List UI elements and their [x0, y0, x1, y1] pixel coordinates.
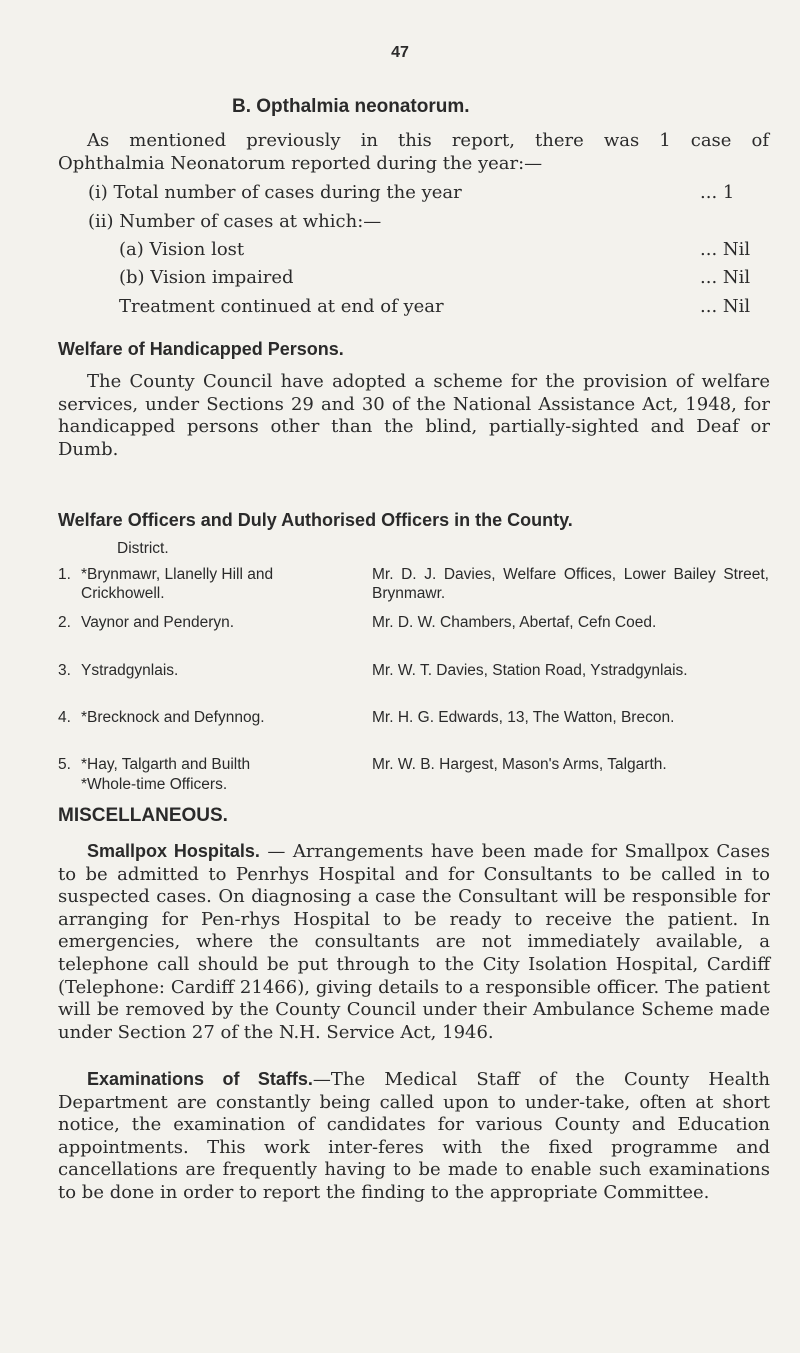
row-number: 3. — [58, 662, 71, 679]
item-label: (i) Total number of cases during the year — [88, 182, 462, 203]
item-value: ... Nil — [700, 267, 751, 288]
section-b-title: B. Opthalmia neonatorum. — [232, 96, 470, 117]
row-number: 1. — [58, 566, 71, 583]
officers-table-last — [58, 755, 778, 800]
row-number: 4. — [58, 709, 71, 726]
item-value: ... Nil — [700, 239, 751, 260]
row-number: 5. — [58, 756, 71, 773]
item-label: Treatment continued at end of year — [119, 296, 444, 317]
officer-name: Mr. D. J. Davies, Welfare Offices, Lower Bailey Street, Brynmawr. — [372, 566, 769, 602]
item-label: (a) Vision lost — [119, 239, 245, 260]
section-b-intro-line2: Ophthalmia Neonatorum reported during the year:— — [58, 153, 543, 174]
smallpox-text: — Arrangements have been made for Smallpox Cases to be admitted to Penrhys Hospital and for Consultants to be called in to suspected cases. On diagnosing a case the Consultant will be responsible for arranging for Pen-rhys Hospital to be ready to receive the patient. In emergencies, where the consultants are not immediately available, a telephone call should be put through to the City Isolation Hospital, Cardiff (Telephone: Cardiff 21466), giving details to a responsible officer. The patient will be removed by the County Council under their Ambulance Scheme made under Section 27 of the N.H. Service Act, 1946. — [58, 841, 770, 1043]
district-name: *Brynmawr, Llanelly Hill and Crickhowell. — [81, 566, 274, 602]
district-name: Vaynor and Penderyn. — [81, 614, 235, 631]
welfare-heading: Welfare of Handicapped Persons. — [58, 339, 344, 359]
exam-text: —The Medical Staff of the County Health Department are constantly being called upon to under-take, often at short notice, the examination of candidates for various County and Education appointments. This work inter-feres with the fixed programme and cancellations are frequently having to be made to enable such examinations to be done in order to report the finding to the appropriate Committee. — [58, 1069, 770, 1203]
misc-heading: MISCELLANEOUS. — [58, 805, 228, 826]
district-name: Ystradgynlais. — [81, 662, 179, 679]
smallpox-heading: Smallpox Hospitals. — [87, 841, 260, 861]
officer-name: Mr. W. T. Davies, Station Road, Ystradgynlais. — [372, 662, 688, 679]
exam-paragraph — [58, 1068, 770, 1205]
district-name: *Brecknock and Defynnog. — [81, 709, 265, 726]
district-label: District. — [117, 540, 169, 557]
footnote: *Whole-time Officers. — [81, 776, 228, 793]
officers-heading: Welfare Officers and Duly Authorised Officers in the County. — [58, 510, 573, 530]
item-label: (ii) Number of cases at which:— — [88, 211, 382, 232]
item-label: (b) Vision impaired — [119, 267, 294, 288]
item-value: ... Nil — [700, 296, 751, 317]
officer-name: Mr. H. G. Edwards, 13, The Watton, Brecon. — [372, 709, 675, 726]
section-b-intro-line1: As mentioned previously in this report, there was 1 case of — [87, 130, 769, 151]
exam-heading: Examinations of Staffs. — [87, 1069, 313, 1089]
item-value: ... 1 — [700, 182, 735, 203]
page-number: 47 — [391, 44, 409, 61]
welfare-paragraph: The County Council have adopted a scheme for the provision of welfare services, under Sections 29 and 30 of the National Assistance Act, 1948, for handicapped persons other than the blind, partially-sighted and Deaf or Dumb. — [58, 371, 770, 460]
row-number: 2. — [58, 614, 71, 631]
officer-name: Mr. W. B. Hargest, Mason's Arms, Talgarth. — [372, 756, 667, 773]
officers-table — [58, 565, 778, 755]
smallpox-paragraph — [58, 840, 770, 1044]
district-name: *Hay, Talgarth and Builth — [81, 756, 251, 773]
officer-name: Mr. D. W. Chambers, Abertaf, Cefn Coed. — [372, 614, 657, 631]
